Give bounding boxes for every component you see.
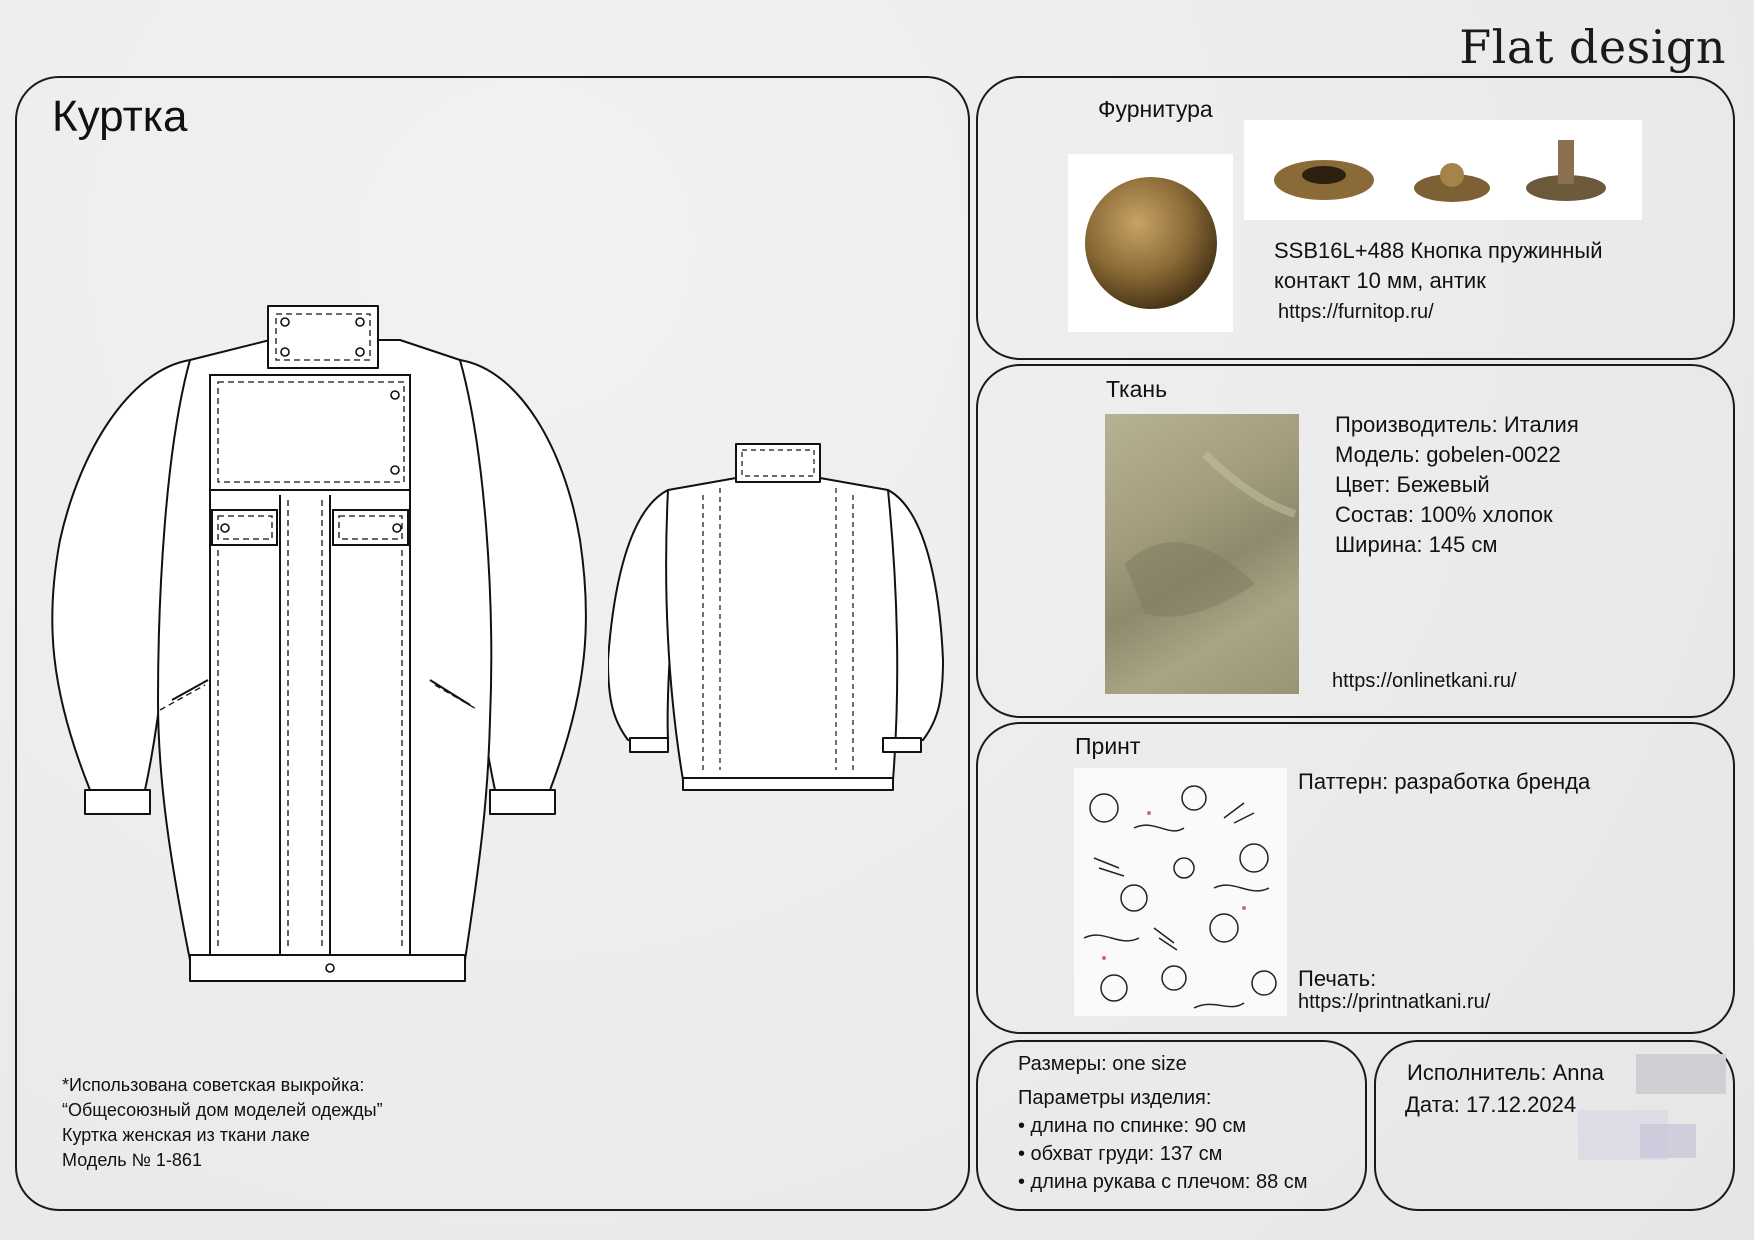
snap-button-cap-image bbox=[1068, 154, 1233, 332]
garment-title: Куртка bbox=[52, 92, 188, 141]
size-line: Размеры: one size bbox=[1018, 1053, 1187, 1075]
fabric-link[interactable]: https://onlinetkani.ru/ bbox=[1332, 670, 1517, 692]
jacket-front-sketch bbox=[40, 300, 600, 990]
hardware-heading: Фурнитура bbox=[1098, 96, 1213, 122]
hardware-description: SSB16L+488 Кнопка пружинный контакт 10 мм, антик bbox=[1274, 238, 1603, 293]
snap-button-parts-image bbox=[1244, 120, 1642, 220]
performer-name: Исполнитель: Anna bbox=[1407, 1060, 1604, 1085]
print-heading: Принт bbox=[1075, 733, 1141, 759]
document-title: Flat design bbox=[1459, 20, 1726, 74]
fabric-specs: Производитель: Италия Модель: gobelen-0022 Цвет: Бежевый Состав: 100% хлопок Ширина: 145 см bbox=[1335, 412, 1579, 557]
print-pattern-image bbox=[1074, 768, 1287, 1016]
jacket-back-sketch bbox=[608, 440, 948, 860]
date-line: Дата: 17.12.2024 bbox=[1405, 1092, 1577, 1117]
fabric-swatch-image bbox=[1105, 414, 1299, 694]
print-pattern-text: Паттерн: разработка бренда bbox=[1298, 769, 1591, 794]
product-params: Параметры изделия: • длина по спинке: 90 см • обхват груди: 137 см • длина рукава с плечом: 88 см bbox=[1018, 1087, 1308, 1193]
hardware-link[interactable]: https://furnitop.ru/ bbox=[1278, 301, 1434, 323]
fabric-heading: Ткань bbox=[1106, 376, 1168, 402]
print-label: Печать: bbox=[1298, 966, 1377, 991]
pattern-note: *Использована советская выкройка: “Общесоюзный дом моделей одежды” Куртка женская из ткани лаке Модель № 1-861 bbox=[62, 1075, 383, 1170]
print-link[interactable]: https://printnatkani.ru/ bbox=[1298, 991, 1491, 1013]
